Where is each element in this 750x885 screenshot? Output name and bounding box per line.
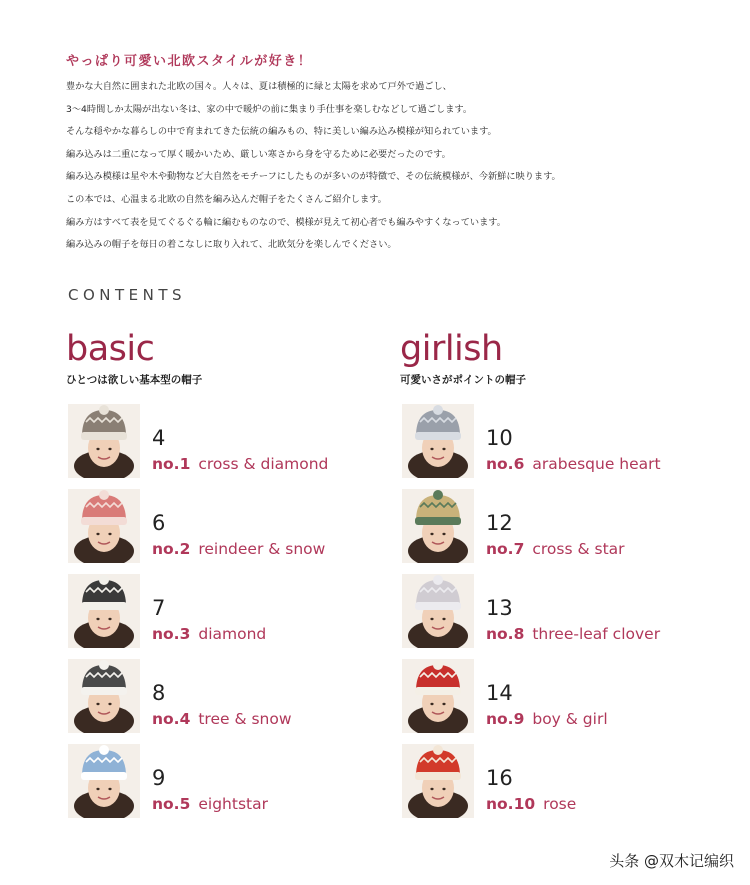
entry-name: boy & girl (532, 710, 608, 728)
entry-number: no.5 (152, 795, 191, 813)
entry-label (152, 455, 328, 473)
page-number: 9 (152, 766, 166, 790)
section-girlish (400, 326, 526, 387)
entry-label (486, 795, 576, 813)
entry-label (152, 625, 266, 643)
intro-line: 編み方はすべて表を見てぐるぐる輪に編むものなので、模様が見えて初心者でも編みやすくなっています。 (66, 216, 506, 228)
entry-name: tree & snow (198, 710, 292, 728)
entry-name: diamond (198, 625, 267, 643)
entry-label (486, 455, 661, 473)
entry-label (152, 795, 268, 813)
hat-photo-thumbnail (402, 744, 474, 818)
intro-line: 編み込み模様は星や木や動物など大自然をモチーフにしたものが多いのが特徴で、その伝統模様が、今新鮮に映ります。 (66, 171, 561, 183)
intro-line: そんな穏やかな暮らしの中で育まれてきた伝統の編みもの、特に美しい編み込み模様が知られています。 (66, 126, 497, 138)
hat-photo-thumbnail (68, 744, 140, 818)
contents-entry[interactable] (400, 489, 700, 565)
contents-entry[interactable] (400, 574, 700, 650)
contents-entry[interactable] (66, 404, 366, 480)
section-subtitle: ひとつは欲しい基本型の帽子 (66, 374, 203, 386)
hat-photo-thumbnail (402, 574, 474, 648)
page-number: 10 (486, 426, 513, 450)
contents-entry[interactable] (66, 744, 366, 820)
entry-number: no.7 (486, 540, 525, 558)
watermark-text: 头条 @双木记编织 (609, 852, 734, 870)
contents-entry[interactable] (66, 659, 366, 735)
section-basic (66, 326, 202, 387)
entry-name: reindeer & snow (198, 540, 326, 558)
hat-photo-thumbnail (68, 659, 140, 733)
hat-photo-thumbnail (68, 489, 140, 563)
entry-number: no.3 (152, 625, 191, 643)
intro-line: 編み込みの帽子を毎日の着こなしに取り入れて、北欧気分を楽しんでください。 (66, 239, 397, 251)
intro-title: やっぱり可愛い北欧スタイルが好き！ (66, 54, 313, 69)
intro-line: 豊かな大自然に囲まれた北欧の国々。人々は、夏は積極的に緑と太陽を求めて戸外で過ごし、 (66, 81, 452, 92)
page-number: 14 (486, 681, 513, 705)
entry-label (486, 540, 625, 558)
entry-name: rose (543, 795, 577, 813)
entry-number: no.4 (152, 710, 191, 728)
page-number: 12 (486, 511, 513, 535)
intro-line: この本では、心温まる北欧の自然を編み込んだ帽子をたくさんご紹介します。 (66, 193, 387, 205)
hat-photo-thumbnail (68, 574, 140, 648)
intro-line: 編み込みは二重になって厚く暖かいため、厳しい寒さから身を守るために必要だったのです。 (66, 148, 451, 160)
section-title: girlish (400, 329, 503, 369)
entry-name: arabesque heart (532, 455, 661, 473)
entry-label (152, 540, 325, 558)
contents-entry[interactable] (400, 659, 700, 735)
page-number: 13 (486, 596, 513, 620)
entry-name: three-leaf clover (532, 625, 661, 643)
contents-heading: CONTENTS (68, 286, 187, 304)
section-subtitle: 可愛いさがポイントの帽子 (400, 374, 526, 386)
entry-label (486, 625, 660, 643)
entry-label (486, 710, 608, 728)
contents-entry[interactable] (66, 574, 366, 650)
hat-photo-thumbnail (402, 659, 474, 733)
entry-number: no.1 (152, 455, 191, 473)
entry-number: no.2 (152, 540, 191, 558)
page-number: 6 (152, 511, 166, 535)
page-number: 7 (152, 596, 166, 620)
hat-photo-thumbnail (402, 404, 474, 478)
page-number: 8 (152, 681, 166, 705)
contents-entry[interactable] (400, 744, 700, 820)
intro-paragraph (66, 76, 686, 257)
section-title: basic (66, 329, 155, 369)
hat-photo-thumbnail (68, 404, 140, 478)
entry-number: no.8 (486, 625, 525, 643)
contents-entry[interactable] (400, 404, 700, 480)
entry-number: no.9 (486, 710, 525, 728)
entry-number: no.6 (486, 455, 525, 473)
entry-name: eightstar (198, 795, 268, 813)
hat-photo-thumbnail (402, 489, 474, 563)
intro-line: 3〜4時間しか太陽が出ない冬は、家の中で暖炉の前に集まり手仕事を楽しむなどして過ごします。 (66, 103, 473, 115)
entry-name: cross & star (532, 540, 625, 558)
page-number: 16 (486, 766, 513, 790)
entry-name: cross & diamond (198, 455, 329, 473)
entry-label (152, 710, 292, 728)
entry-number: no.10 (486, 795, 536, 813)
page-number: 4 (152, 426, 166, 450)
contents-entry[interactable] (66, 489, 366, 565)
